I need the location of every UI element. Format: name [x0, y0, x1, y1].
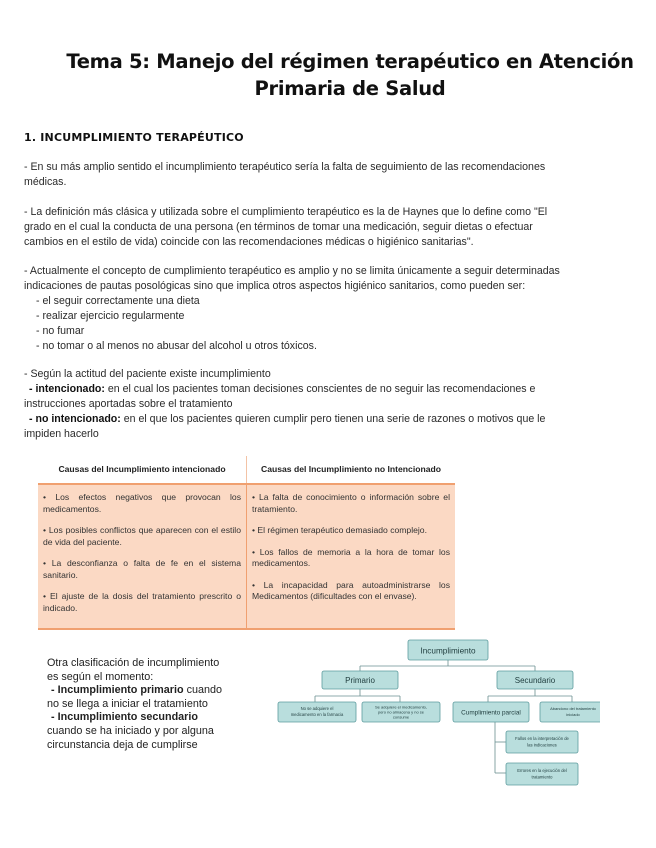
classification-line: no se llega a iniciar el tratamiento	[47, 697, 208, 710]
table-cell-intencionado	[38, 484, 247, 629]
table-item: • Los efectos negativos que provocan los medicamentos.	[43, 492, 241, 514]
paragraph-line: - Actualmente el concepto de cumplimiento terapéutico es amplio y no se limita únicamente a seguir determinadas	[24, 265, 560, 277]
table-header-row	[38, 456, 455, 484]
node-secundario-label: Secundario	[514, 676, 556, 685]
node-cumplimiento-parcial-label: Cumplimiento parcial	[461, 709, 521, 717]
table-item: • El régimen terapéutico demasiado complejo.	[252, 525, 427, 535]
node-incumplimiento-label: Incumplimiento	[420, 646, 476, 656]
table-row	[38, 484, 455, 629]
term-intencionado-text: en el cual los pacientes toman decisiones conscientes de no seguir las recomendaciones e	[104, 383, 536, 395]
node-no-adquiere-label-1: No se adquiere el	[300, 706, 334, 711]
incumplimiento-diagram	[270, 636, 600, 788]
table-item: • El ajuste de la dosis del tratamiento prescrito o indicado.	[43, 591, 241, 613]
paragraph-line: médicas.	[24, 176, 67, 188]
paragraph-line: - En su más amplio sentido el incumplimiento terapéutico sería la falta de seguimiento de las recomendaciones	[24, 161, 546, 173]
paragraph-line: indicaciones de pautas posológicas sino que implica otros aspectos higiénico sanitarios, como pueden ser:	[24, 280, 526, 292]
table-item: • La desconfianza o falta de fe en el sistema sanitario.	[43, 558, 241, 580]
node-abandono-label-1: Abandono del tratamiento	[550, 706, 596, 711]
node-abandono-label-2: iniciado	[566, 712, 580, 717]
node-fallos-label-1: Fallos en la interpretación de	[515, 736, 569, 741]
page-title-line-2: Primaria de Salud	[254, 77, 446, 100]
page-title-line-1: Tema 5: Manejo del régimen terapéutico en Atención	[66, 50, 634, 73]
term-no-intencionado: - no intencionado:	[29, 413, 121, 425]
node-fallos-label-2: las indicaciones	[527, 742, 557, 748]
classification-line	[47, 684, 252, 698]
classification-line	[47, 711, 252, 725]
paragraph-line: instrucciones aportadas sobre el tratamiento	[24, 398, 233, 410]
paragraph-line: cambios en el estilo de vida) coincide con las recomendaciones médicas o higiénico sanitarias".	[24, 236, 474, 248]
paragraph-line	[24, 382, 629, 397]
paragraph-definition	[24, 160, 629, 190]
table-item: • Los fallos de memoria a la hora de tomar los medicamentos.	[252, 546, 450, 568]
classification-line: Otra clasificación de incumplimiento	[47, 657, 220, 669]
classification-line: es según el momento:	[47, 670, 154, 683]
paragraph-concept	[24, 264, 629, 354]
paragraph-line: impiden hacerlo	[24, 428, 99, 440]
term-secundario: - Incumplimiento secundario	[51, 711, 198, 724]
paragraph-haynes	[24, 205, 629, 250]
section-heading: 1. INCUMPLIMIENTO TERAPÉUTICO	[24, 131, 244, 144]
table-header-intencionado: Causas del Incumplimiento intencionado	[38, 456, 247, 484]
node-adquiere-label-2: pero no almacena y no se	[377, 709, 425, 715]
paragraph-line: - Según la actitud del paciente existe incumplimiento	[24, 368, 271, 380]
paragraph-attitude	[24, 367, 629, 442]
term-primario-text: cuando	[183, 684, 222, 697]
term-no-intencionado-text: en el que los pacientes quieren cumplir pero tienen una serie de razones o motivos que le	[120, 413, 546, 425]
node-errores-label-2: tratamiento	[531, 774, 553, 780]
term-primario: - Incumplimiento primario	[51, 684, 184, 697]
list-item: - no fumar	[36, 325, 85, 337]
list-item: - realizar ejercicio regularmente	[36, 310, 185, 322]
table-item: • La falta de conocimiento o información sobre el tratamiento.	[252, 492, 450, 514]
table-item: • La incapacidad para autoadministrarse los Medicamentos (dificultades con el envase).	[252, 579, 450, 601]
paragraph-line: grado en el cual la conducta de una persona (en términos de tomar una medicación, seguir dietas o efectuar	[24, 221, 533, 233]
term-intencionado: - intencionado:	[29, 383, 105, 395]
table-item: • Los posibles conflictos que aparecen con el estilo de vida del paciente.	[43, 525, 241, 547]
list-item: - no tomar o al menos no abusar del alcohol u otros tóxicos.	[36, 340, 317, 352]
classification-line: cuando se ha iniciado y por alguna	[47, 724, 214, 737]
page-title	[60, 48, 640, 102]
node-adquiere-label-1: Se adquiere el medicamento,	[374, 704, 428, 710]
table-header-no-intencionado: Causas del Incumplimiento no Intencionado	[247, 456, 456, 484]
node-primario-label: Primario	[345, 676, 375, 685]
node-no-adquiere-label-2: medicamento en la farmacia	[290, 712, 344, 717]
list-item: - el seguir correctamente una dieta	[36, 295, 200, 307]
paragraph-line	[24, 412, 629, 427]
node-errores-label-1: Errores en la ejecución del	[517, 768, 567, 773]
node-adquiere-label-3: consume	[392, 714, 410, 720]
paragraph-line: - La definición más clásica y utilizada sobre el cumplimiento terapéutico es la de Haynes que lo define como "El	[24, 206, 548, 218]
classification-text	[47, 657, 252, 752]
table-cell-no-intencionado	[247, 484, 456, 629]
classification-line: circunstancia deja de cumplirse	[47, 738, 198, 751]
causes-table	[38, 456, 455, 630]
